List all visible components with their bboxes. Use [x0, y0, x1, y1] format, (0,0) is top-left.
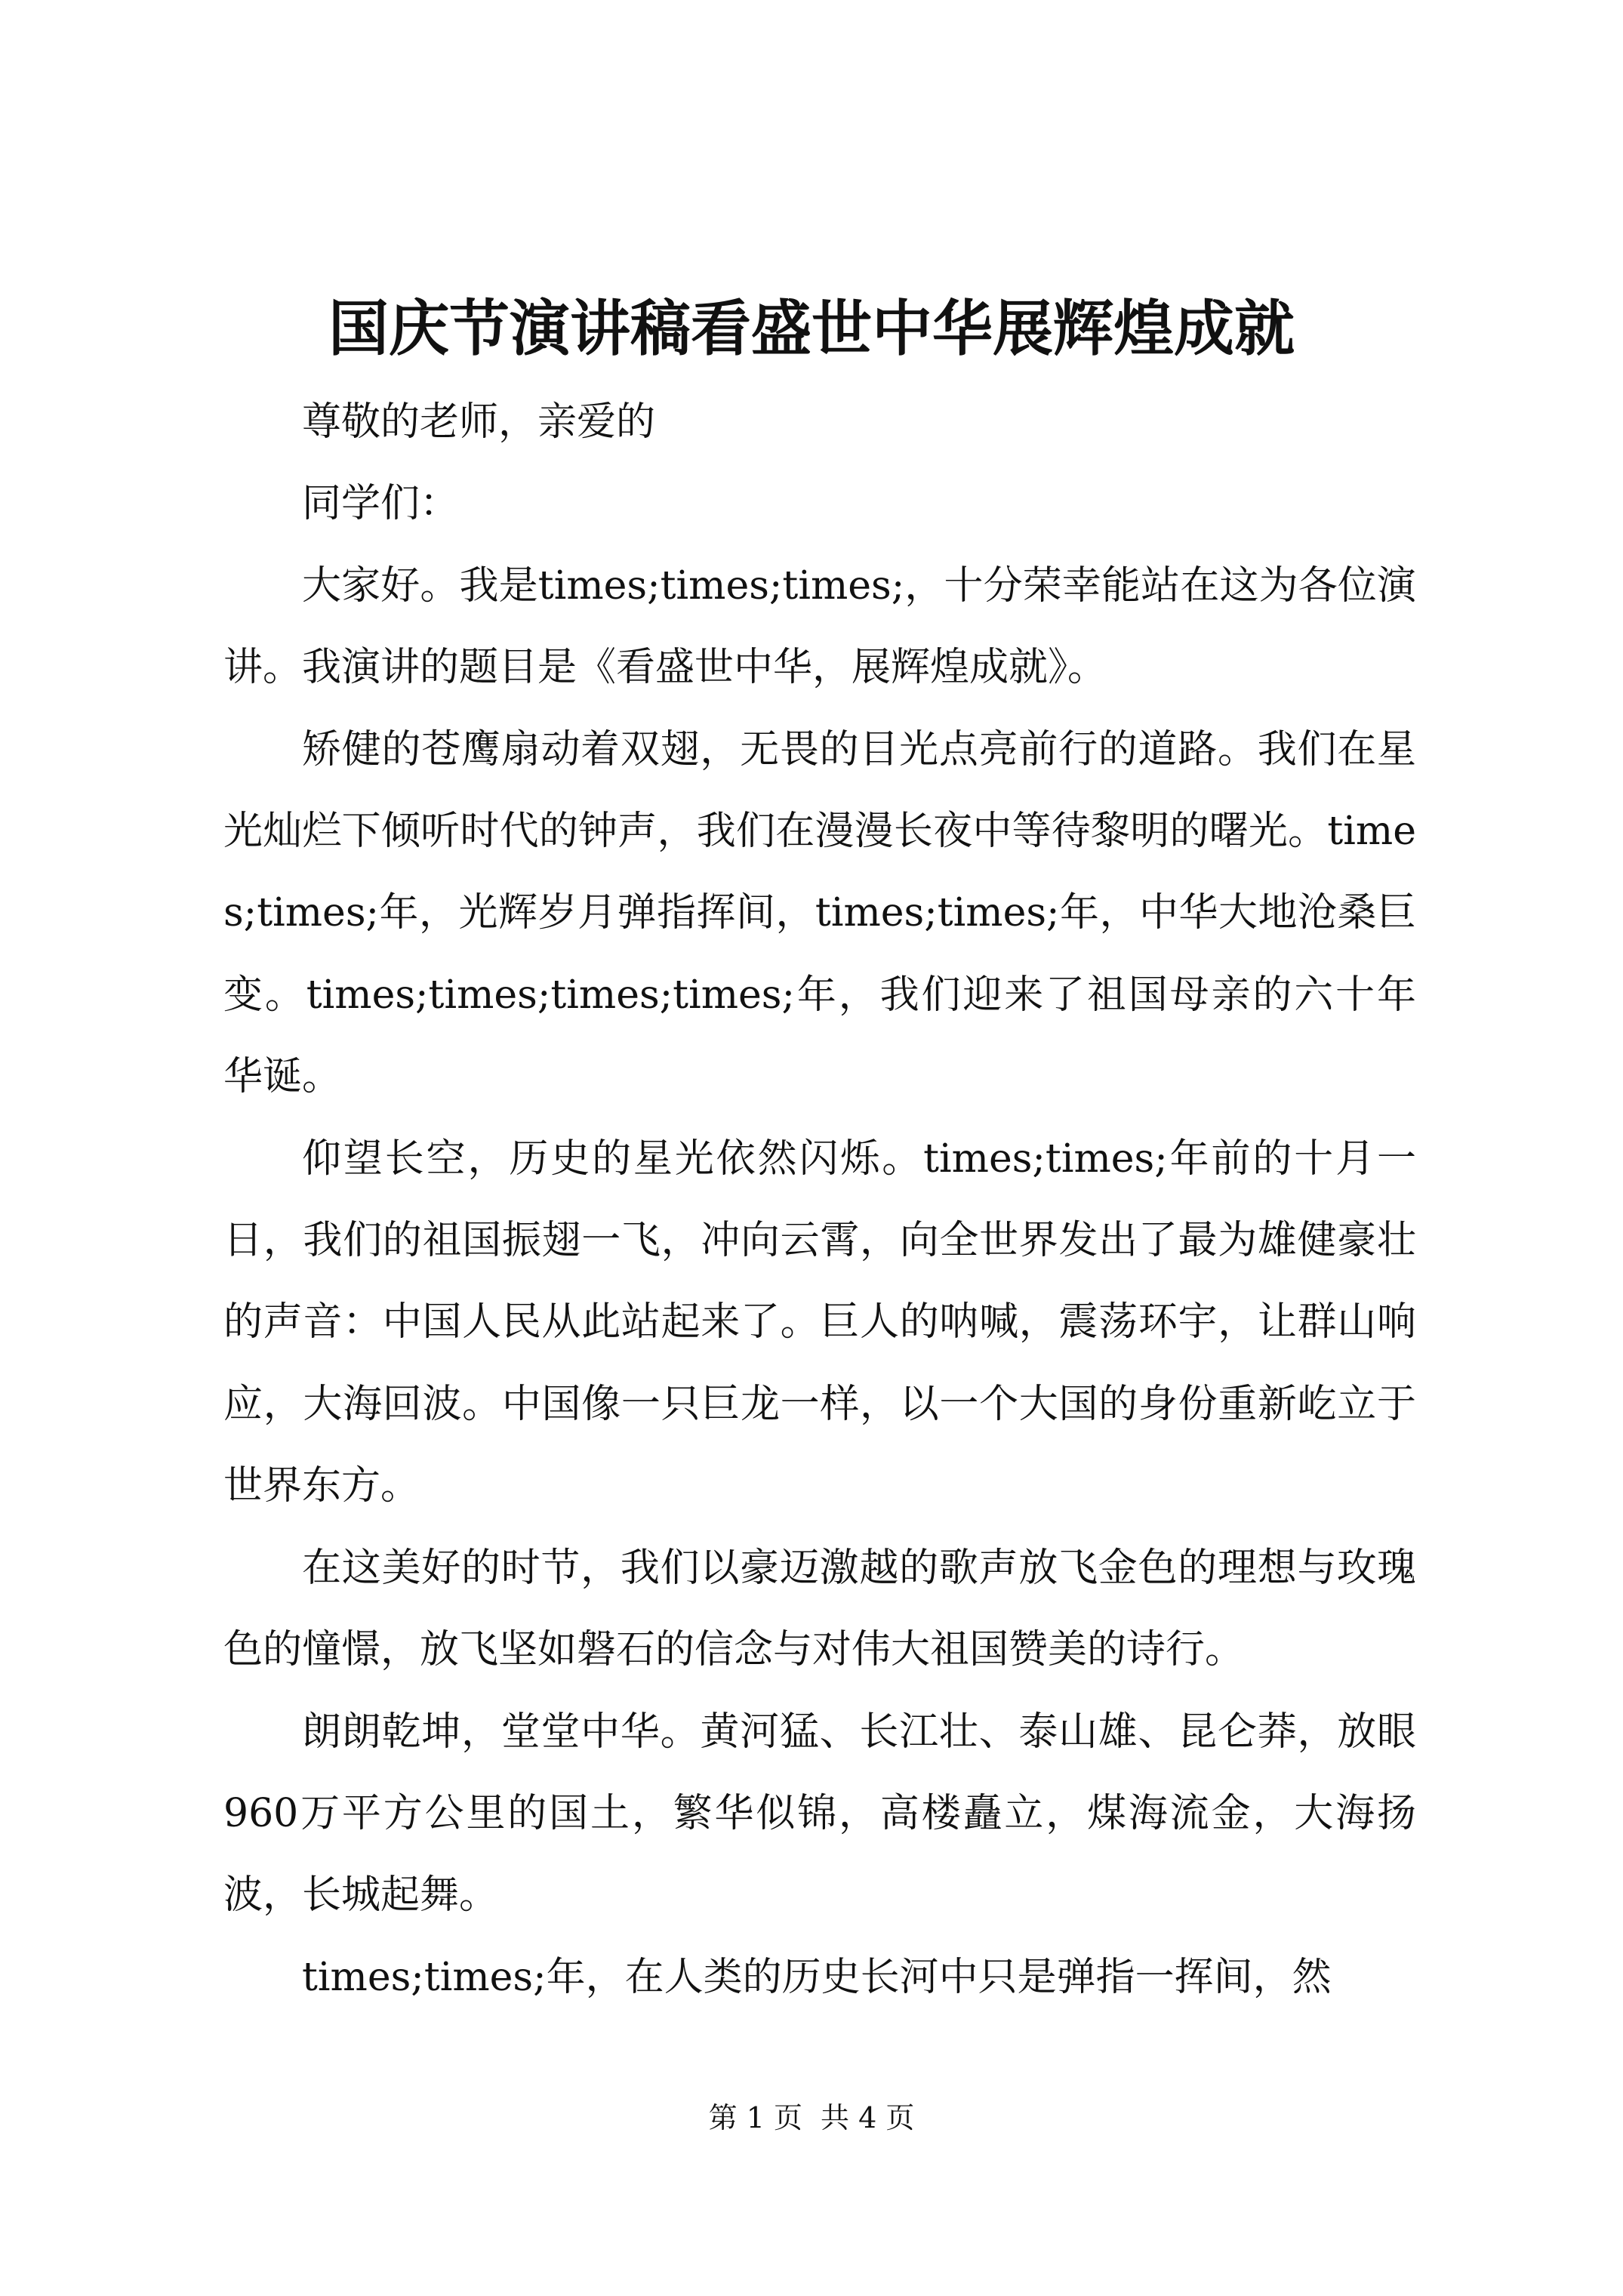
- paragraph: 在这美好的时节，我们以豪迈激越的歌声放飞金色的理想与玫瑰色的憧憬，放飞坚如磐石的信念与对伟大祖国赞美的诗行。: [223, 1545, 1416, 1673]
- page-number: 第 1 页: [708, 2101, 802, 2134]
- paragraph-salutation: 尊敬的老师，亲爱的: [302, 399, 656, 445]
- page-footer: [0, 2099, 1623, 2137]
- page-total: 共 4 页: [821, 2101, 915, 2134]
- paragraph-salutation-2: 同学们：: [302, 481, 460, 527]
- paragraph: 大家好。我是times;times;times;，十分荣幸能站在这为各位演讲。我演讲的题目是《看盛世中华，展辉煌成就》。: [223, 562, 1416, 691]
- paragraph: 朗朗乾坤，堂堂中华。黄河猛、长江壮、泰山雄、昆仑莽，放眼960万平方公里的国土，繁华似锦，高楼矗立，煤海流金，大海扬波，长城起舞。: [223, 1709, 1416, 1918]
- paragraph: 矫健的苍鹰扇动着双翅，无畏的目光点亮前行的道路。我们在星光灿烂下倾听时代的钟声，我们在漫漫长夜中等待黎明的曙光。times;times;年，光辉岁月弹指挥间，times;times;年，中华大地沧桑巨变。times;times;times;times;年，我们迎来了祖国母亲的六十年华诞。: [223, 726, 1416, 1100]
- paragraph: 仰望长空，历史的星光依然闪烁。times;times;年前的十月一日，我们的祖国振翅一飞，冲向云霄，向全世界发出了最为雄健豪壮的声音：中国人民从此站起来了。巨人的呐喊，震荡环宇，让群山响应，大海回波。中国像一只巨龙一样，以一个大国的身份重新屹立于世界东方。: [223, 1136, 1416, 1509]
- document-body: [223, 381, 1416, 2018]
- document-title: 国庆节演讲稿看盛世中华展辉煌成就: [328, 293, 1295, 364]
- paragraph: times;times;年，在人类的历史长河中只是弹指一挥间，然: [302, 1954, 1332, 2000]
